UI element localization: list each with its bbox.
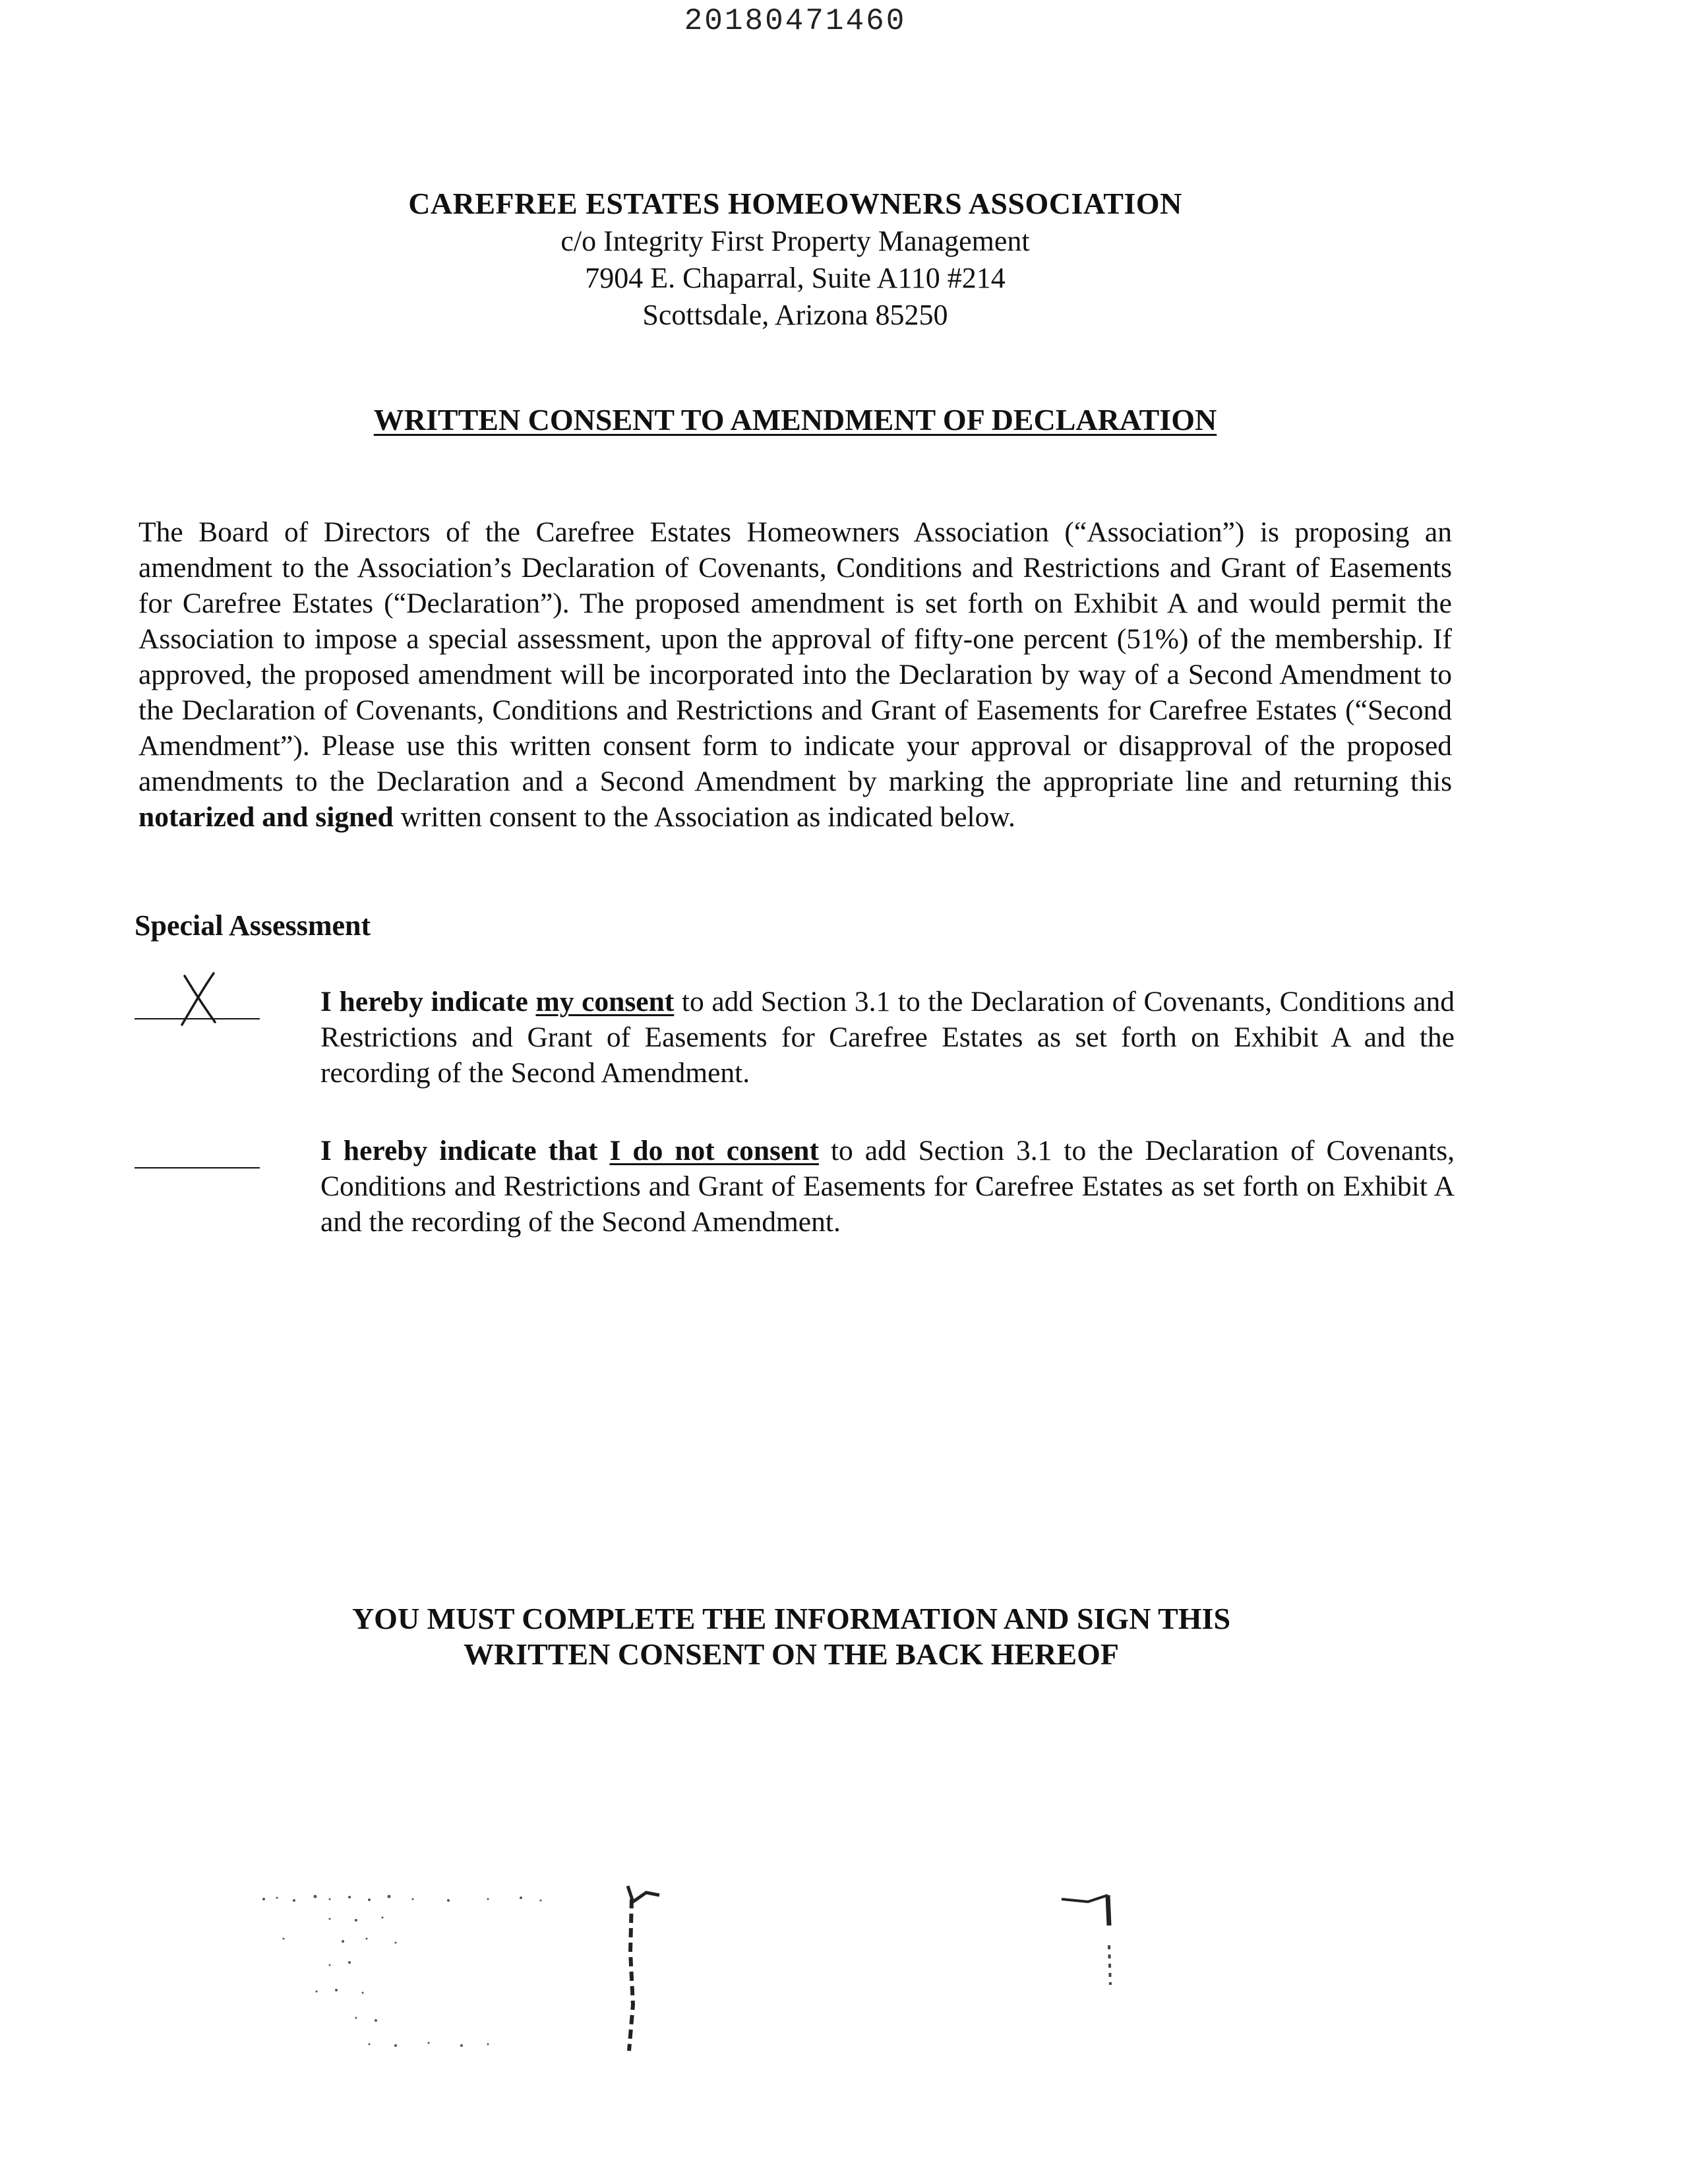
consent-key-phrase: my consent (535, 986, 675, 1017)
intro-text-end: written consent to the Association as indicated below. (393, 801, 1015, 833)
handwritten-x-mark-icon (175, 969, 222, 1029)
intro-bold-text: notarized and signed (138, 801, 394, 833)
footer-notice (251, 1601, 1332, 1672)
city-state-zip: Scottsdale, Arizona 85250 (642, 299, 948, 331)
section-heading: Special Assessment (135, 909, 371, 942)
street-address: 7904 E. Chaparral, Suite A110 #214 (585, 262, 1006, 294)
document-title: WRITTEN CONSENT TO AMENDMENT OF DECLARATION (373, 403, 1217, 437)
consent-option-text (320, 984, 1455, 1091)
no-consent-mark-line[interactable] (135, 1167, 260, 1168)
scan-artifact-marks (251, 1873, 1187, 2071)
no-consent-key-phrase: I do not consent (609, 1135, 819, 1167)
consent-lead: I hereby indicate (320, 986, 536, 1017)
care-of-line: c/o Integrity First Property Management (560, 225, 1030, 257)
no-consent-option-text (320, 1133, 1455, 1240)
consent-rest: to add Section 3.1 to the Declaration of Covenants, Conditions and Restrictions and Grant of Easements for Carefree Estates as set forth on Exhibit A and the recording of the Second Amendment. (320, 986, 1455, 1089)
no-consent-lead: I hereby indicate that (320, 1135, 610, 1167)
no-consent-rest: to add Section 3.1 to the Declaration of Covenants, Conditions and Restrictions and Grant of Easements for Carefree Estates as set forth on Exhibit A and the recording of the Second Amendment. (320, 1135, 1455, 1238)
intro-text: The Board of Directors of the Carefree Estates Homeowners Association (“Association”) is proposing an amendment to the Association’s Declaration of Covenants, Conditions and Restrictions and Grant of Easements for Carefree Estates (“Declaration”). The proposed amendment is set forth on Exhibit A and would permit the Association to impose a special assessment, upon the approval of fifty-one percent (51%) of the membership. If approved, the proposed amendment will be incorporated into the Declaration by way of a Second Amendment to the Declaration of Covenants, Conditions and Restrictions and Grant of Easements for Carefree Estates (“Second Amendment”). Please use this written consent form to indicate your approval or disapproval of the proposed amendments to the Declaration and a Second Amendment by marking the appropriate line and returning this (138, 516, 1452, 797)
recording-number: 20180471460 (684, 4, 907, 38)
footer-notice-line-1: YOU MUST COMPLETE THE INFORMATION AND SIGN THIS (351, 1602, 1231, 1635)
association-name: CAREFREE ESTATES HOMEOWNERS ASSOCIATION (408, 187, 1182, 220)
letterhead (0, 185, 1590, 334)
intro-paragraph (138, 514, 1452, 835)
footer-notice-line-2: WRITTEN CONSENT ON THE BACK HEREOF (464, 1637, 1119, 1671)
